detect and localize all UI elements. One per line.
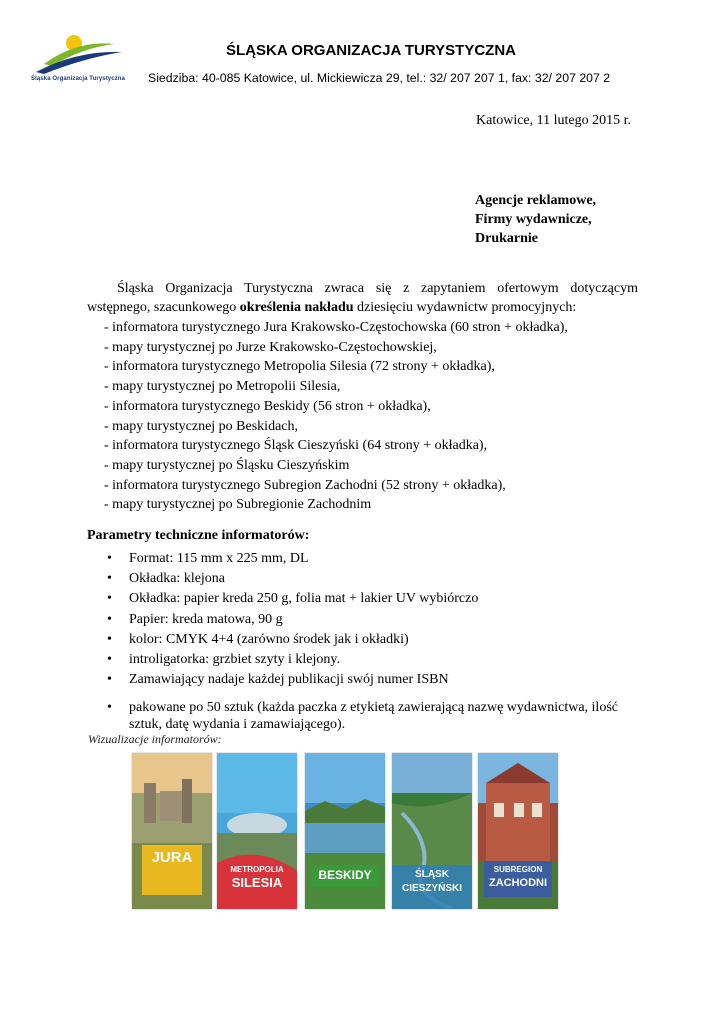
- list-item: - mapy turystycznej po Subregionie Zachodnim: [104, 497, 372, 513]
- cover-silesia: [217, 753, 297, 909]
- list-item: • Okładka: klejona: [107, 569, 478, 589]
- cover-title: BESKIDY: [318, 868, 372, 882]
- list-item: - informatora turystycznego Subregion Zachodni (52 strony + okładka),: [104, 477, 506, 493]
- intro-paragraph: [87, 280, 638, 317]
- list-item: - mapy turystycznej po Metropolii Silesia,: [104, 379, 341, 395]
- list-item: - informatora turystycznego Beskidy (56 stron + okładka),: [104, 398, 431, 414]
- recipients: [475, 191, 596, 248]
- recipient-line: Firmy wydawnicze,: [475, 212, 592, 227]
- intro-bold: określenia nakładu: [239, 299, 354, 315]
- list-item: - mapy turystycznej po Beskidach,: [104, 418, 299, 434]
- list-item: - informatora turystycznego Śląsk Cieszyński (64 strony + okładka),: [104, 438, 488, 454]
- publication-list: [104, 318, 568, 515]
- list-item: • kolor: CMYK 4+4 (zarówno środek jak i okładki): [107, 630, 478, 650]
- list-item: - mapy turystycznej po Jurze Krakowsko-Częstochowskiej,: [104, 339, 437, 355]
- cover-beskidy: [305, 753, 385, 909]
- cover-jura: [132, 753, 212, 909]
- cover-title: ZACHODNI: [488, 877, 548, 889]
- list-item: • Format: 115 mm x 225 mm, DL: [107, 549, 478, 569]
- recipient-line: Drukarnie: [475, 231, 538, 246]
- org-address: Siedziba: 40-085 Katowice, ul. Mickiewicza 29, tel.: 32/ 207 207 1, fax: 32/ 207 207 2: [148, 71, 611, 85]
- list-item: • introligatorka: grzbiet szyty i klejony.: [107, 650, 478, 670]
- org-name: ŚLĄSKA ORGANIZACJA TURYSTYCZNA: [226, 42, 517, 59]
- cover-subtitle: ŚLĄSK: [415, 869, 449, 880]
- viz-caption: Wizualizacje informatorów:: [88, 732, 222, 746]
- cover-title: CIESZYŃSKI: [401, 883, 462, 894]
- sot-logo: [22, 30, 134, 90]
- cover-title: JURA: [151, 849, 193, 866]
- cover-cieszynski: [392, 753, 472, 909]
- list-item: • Okładka: papier kreda 250 g, folia mat + lakier UV wybiórczo: [107, 589, 478, 609]
- list-item: • Zamawiający nadaje każdej publikacji swój numer ISBN: [107, 670, 478, 690]
- list-item: - informatora turystycznego Jura Krakowsko-Częstochowska (60 stron + okładka),: [104, 320, 568, 335]
- recipient-line: Agencje reklamowe,: [475, 193, 597, 208]
- params-list: [107, 549, 478, 690]
- intro-text-end: dziesięciu wydawnictw promocyjnych:: [353, 299, 577, 315]
- cover-zachodni: [478, 753, 558, 909]
- logo-text: Śląska Organizacja Turystyczna: [31, 76, 125, 82]
- params-heading: Parametry techniczne informatorów:: [87, 528, 310, 543]
- list-item: - informatora turystycznego Metropolia Silesia (72 strony + okładka),: [104, 359, 495, 375]
- cover-subtitle: METROPOLIA: [230, 865, 284, 874]
- logo-emblem-icon: [22, 30, 134, 76]
- cover-subtitle: SUBREGION: [493, 865, 543, 874]
- cover-title: SILESIA: [231, 875, 283, 890]
- letter-date: Katowice, 11 lutego 2015 r.: [476, 113, 632, 128]
- list-item: - mapy turystycznej po Śląsku Cieszyńskim: [104, 457, 350, 473]
- intro-text: Śląska Organizacja Turystyczna zwraca się z zapytaniem ofertowym dotyczącym wstępnego, szacunkowego: [87, 281, 638, 315]
- list-item: • Papier: kreda matowa, 90 g: [107, 610, 478, 630]
- packing-note: • pakowane po 50 sztuk (każda paczka z etykietą zawierającą nazwę wydawnictwa, ilość sztuk, datę wydania i zamawiającego).: [107, 699, 649, 733]
